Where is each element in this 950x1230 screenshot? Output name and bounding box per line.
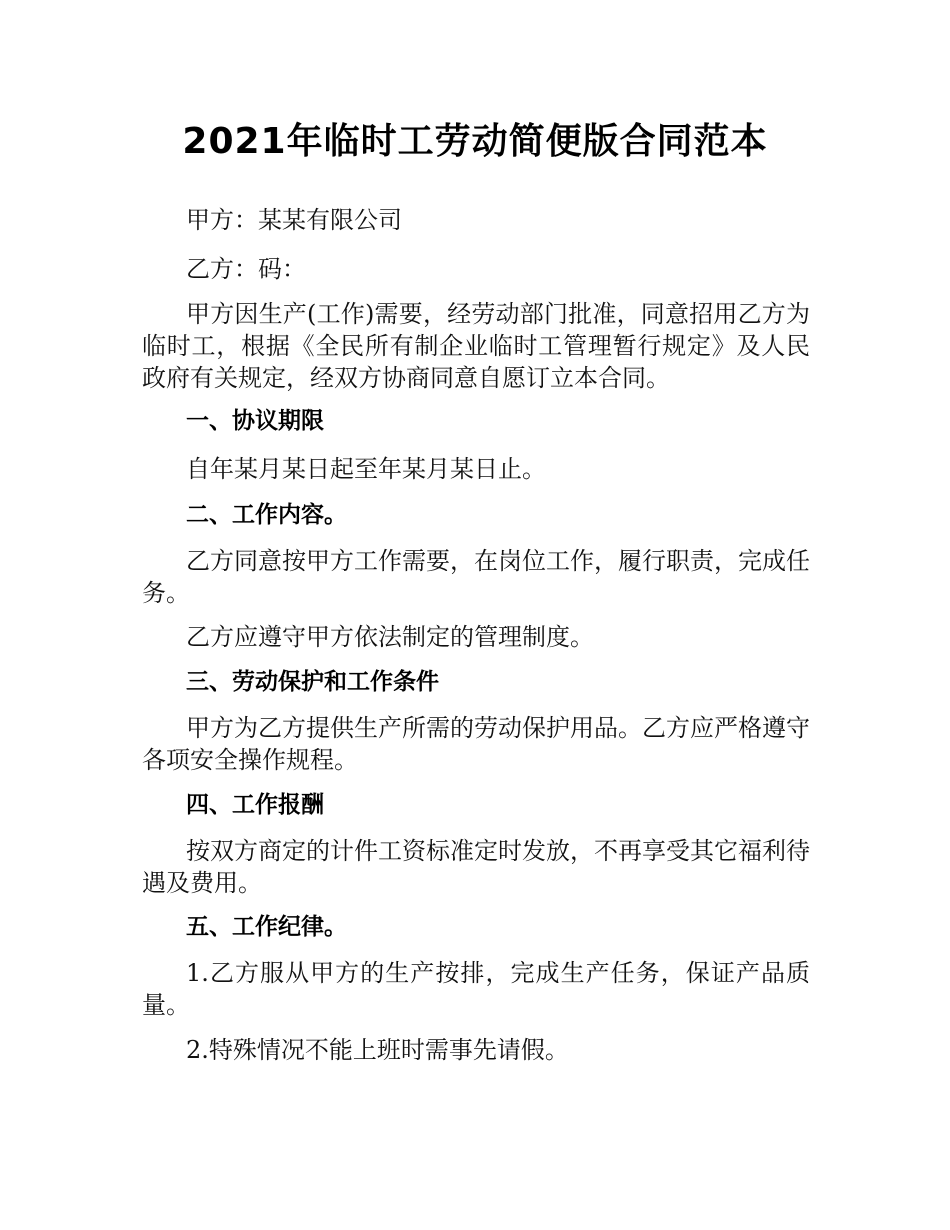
party-a-line: 甲方：某某有限公司	[186, 206, 402, 234]
section-discipline-item-1: 1.乙方服从甲方的生产按排，完成生产任务，保证产品质量。	[142, 959, 810, 1019]
section-term-paragraph: 自年某月某日起至年某月某日止。	[186, 455, 546, 483]
section-heading-term: 一、协议期限	[186, 408, 324, 434]
section-heading-remuneration: 四、工作报酬	[186, 792, 324, 818]
section-heading-work-content: 二、工作内容。	[186, 502, 347, 528]
party-b-line: 乙方：码：	[186, 255, 306, 283]
section-discipline-item-2: 2.特殊情况不能上班时需事先请假。	[186, 1036, 569, 1064]
intro-paragraph: 甲方因生产(工作)需要，经劳动部门批准，同意招用乙方为临时工，根据《全民所有制企业临时工管理暂行规定》及人民政府有关规定，经双方协商同意自愿订立本合同。	[142, 300, 810, 392]
section-remuneration-paragraph: 按双方商定的计件工资标准定时发放，不再享受其它福利待遇及费用。	[142, 837, 810, 897]
section-heading-discipline: 五、工作纪律。	[186, 914, 347, 940]
section-work-content-paragraph-2: 乙方应遵守甲方依法制定的管理制度。	[186, 623, 594, 651]
section-work-content-paragraph-1: 乙方同意按甲方工作需要，在岗位工作，履行职责，完成任务。	[142, 547, 810, 607]
document-title: 2021年临时工劳动简便版合同范本	[182, 121, 768, 162]
section-labor-protection-paragraph: 甲方为乙方提供生产所需的劳动保护用品。乙方应严格遵守各项安全操作规程。	[142, 714, 810, 774]
section-heading-labor-protection: 三、劳动保护和工作条件	[186, 669, 439, 695]
